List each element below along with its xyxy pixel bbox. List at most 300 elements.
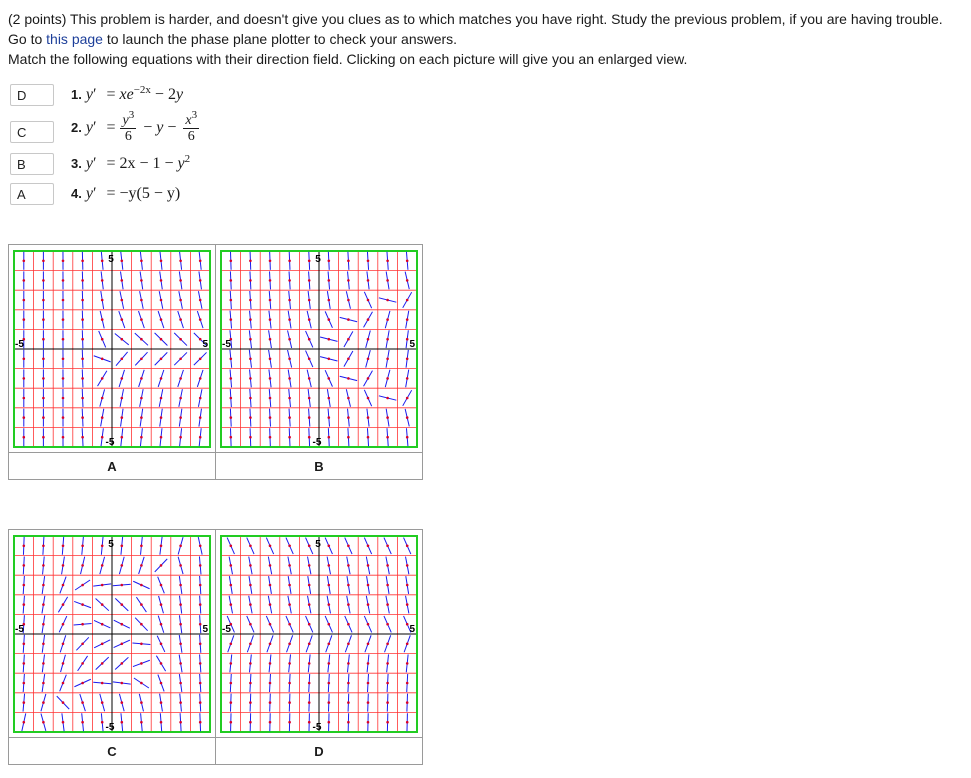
slope-point [23, 377, 26, 380]
axis-label-bottom: -5 [105, 721, 115, 733]
slope-point [249, 603, 252, 606]
slope-point [42, 357, 45, 360]
slope-point [269, 259, 272, 262]
slope-point [160, 377, 163, 380]
slope-point [386, 662, 389, 665]
slope-point [347, 298, 350, 301]
slope-point [81, 662, 84, 665]
eq-prime: ′ [92, 86, 97, 103]
slope-point [249, 337, 252, 340]
direction-field-d[interactable] [218, 533, 420, 735]
slope-point [386, 583, 389, 586]
slope-point [367, 357, 370, 360]
eq-var: y [85, 185, 93, 202]
slope-point [347, 279, 350, 282]
slope-point [62, 642, 65, 645]
slope-point [101, 416, 104, 419]
field-label-b: B [216, 453, 423, 480]
problem-statement [8, 9, 966, 69]
slope-point [288, 279, 291, 282]
slope-point [199, 603, 202, 606]
slope-point [140, 318, 143, 321]
slope-point [230, 279, 233, 282]
slope-point [269, 435, 272, 438]
slope-point [269, 396, 272, 399]
slope-point [367, 279, 370, 282]
axis-label-right: 5 [409, 623, 415, 635]
slope-point [42, 435, 45, 438]
eq-var: y [85, 119, 93, 137]
slope-point [308, 720, 311, 723]
slope-point [386, 377, 389, 380]
slope-point [140, 377, 143, 380]
slope-point [62, 259, 65, 262]
slope-point [42, 720, 45, 723]
slope-point [81, 357, 84, 360]
axis-label-bottom: -5 [105, 436, 115, 448]
answer-input-3[interactable] [10, 153, 54, 175]
slope-point [347, 622, 350, 625]
slope-point [269, 642, 272, 645]
field-cell-b[interactable] [216, 245, 423, 453]
eq2-minus-1: − [139, 119, 157, 137]
slope-point [328, 662, 331, 665]
slope-point [386, 416, 389, 419]
slope-point [160, 720, 163, 723]
slope-point [328, 279, 331, 282]
slope-point [101, 396, 104, 399]
slope-point [81, 416, 84, 419]
slope-point [101, 357, 104, 360]
slope-point [199, 416, 202, 419]
slope-point [62, 435, 65, 438]
slope-point [160, 701, 163, 704]
direction-field-table-top [8, 244, 423, 480]
slope-point [230, 318, 233, 321]
axis-label-top: 5 [108, 538, 114, 550]
slope-point [249, 377, 252, 380]
slope-point [249, 622, 252, 625]
axis-label-right: 5 [202, 623, 208, 635]
slope-point [121, 544, 124, 547]
slope-point [62, 279, 65, 282]
slope-point [367, 622, 370, 625]
slope-point [308, 337, 311, 340]
slope-point [347, 681, 350, 684]
eq-equals: = [106, 185, 116, 202]
slope-point [269, 583, 272, 586]
field-cell-a[interactable] [9, 245, 216, 453]
slope-point [121, 435, 124, 438]
slope-point [179, 622, 182, 625]
slope-point [101, 662, 104, 665]
eq2-y: y [156, 119, 164, 137]
slope-point [23, 681, 26, 684]
slope-point [308, 544, 311, 547]
slope-point [179, 662, 182, 665]
slope-point [179, 259, 182, 262]
slope-point [347, 435, 350, 438]
slope-point [249, 564, 252, 567]
slope-point [230, 396, 233, 399]
slope-point [121, 720, 124, 723]
slope-point [179, 298, 182, 301]
slope-point [42, 377, 45, 380]
slope-point [269, 416, 272, 419]
eq-prime: ′ [92, 119, 97, 137]
slope-point [406, 377, 409, 380]
slope-point [230, 583, 233, 586]
slope-point [121, 337, 124, 340]
slope-point [386, 681, 389, 684]
slope-point [23, 416, 26, 419]
direction-field-c[interactable] [11, 533, 213, 735]
slope-point [160, 662, 163, 665]
slope-point [199, 377, 202, 380]
slope-point [308, 681, 311, 684]
slope-point [179, 416, 182, 419]
axis-label-bottom: -5 [312, 436, 322, 448]
slope-point [347, 318, 350, 321]
slope-point [288, 377, 291, 380]
eq3-y: y [177, 155, 185, 172]
eq-equals: = [106, 155, 116, 172]
slope-point [308, 662, 311, 665]
slope-point [406, 642, 409, 645]
slope-point [249, 416, 252, 419]
slope-point [367, 662, 370, 665]
slope-point [42, 583, 45, 586]
slope-point [199, 701, 202, 704]
slope-point [328, 622, 331, 625]
slope-point [406, 662, 409, 665]
slope-point [160, 544, 163, 547]
slope-point [101, 701, 104, 704]
field-cell-c[interactable] [9, 530, 216, 738]
slope-point [42, 662, 45, 665]
slope-point [160, 583, 163, 586]
slope-point [269, 701, 272, 704]
eq-var: y [85, 86, 93, 103]
slope-point [62, 564, 65, 567]
slope-point [269, 603, 272, 606]
slope-point [288, 357, 291, 360]
slope-point [199, 318, 202, 321]
axis-label-left: -5 [15, 338, 24, 350]
eq1-exponent: −2x [133, 84, 151, 96]
slope-point [42, 279, 45, 282]
slope-point [230, 603, 233, 606]
slope-point [81, 642, 84, 645]
slope-point [160, 622, 163, 625]
slope-point [199, 662, 202, 665]
slope-point [328, 583, 331, 586]
slope-point [42, 544, 45, 547]
slope-point [23, 318, 26, 321]
slope-point [23, 701, 26, 704]
slope-point [347, 357, 350, 360]
slope-point [121, 279, 124, 282]
slope-point [81, 622, 84, 625]
slope-point [140, 544, 143, 547]
slope-point [81, 701, 84, 704]
slope-point [367, 720, 370, 723]
slope-point [199, 279, 202, 282]
slope-point [367, 544, 370, 547]
slope-point [367, 396, 370, 399]
slope-point [249, 357, 252, 360]
slope-point [81, 681, 84, 684]
equation-3 [71, 153, 190, 177]
slope-point [249, 701, 252, 704]
slope-point [42, 642, 45, 645]
slope-point [121, 298, 124, 301]
slope-point [406, 396, 409, 399]
slope-point [288, 701, 291, 704]
slope-point [406, 279, 409, 282]
slope-point [328, 318, 331, 321]
slope-point [42, 396, 45, 399]
slope-point [42, 318, 45, 321]
slope-point [230, 298, 233, 301]
slope-point [288, 583, 291, 586]
eq4-rest: −y(5 − y) [119, 185, 181, 202]
slope-point [367, 318, 370, 321]
slope-point [328, 396, 331, 399]
slope-point [199, 681, 202, 684]
slope-point [328, 681, 331, 684]
slope-point [328, 720, 331, 723]
slope-point [367, 583, 370, 586]
slope-point [406, 720, 409, 723]
slope-point [140, 337, 143, 340]
direction-field-a[interactable] [11, 248, 213, 450]
eq-var: y [85, 155, 93, 172]
slope-point [386, 720, 389, 723]
axis-label-left: -5 [15, 623, 24, 635]
eq2-minus-2: − [163, 119, 181, 137]
slope-point [179, 357, 182, 360]
slope-point [23, 298, 26, 301]
eq2-num1-exp: 3 [128, 109, 135, 121]
slope-point [249, 662, 252, 665]
slope-point [62, 583, 65, 586]
slope-point [62, 681, 65, 684]
slope-point [347, 662, 350, 665]
phase-plane-link[interactable]: this page [46, 31, 103, 47]
slope-point [386, 564, 389, 567]
slope-point [160, 416, 163, 419]
slope-point [249, 544, 252, 547]
slope-point [328, 564, 331, 567]
slope-point [288, 622, 291, 625]
equation-row-1 [10, 84, 610, 108]
eq1-e: e [126, 86, 134, 103]
eq-prime: ′ [92, 185, 97, 202]
slope-point [140, 279, 143, 282]
slope-point [81, 279, 84, 282]
slope-point [81, 259, 84, 262]
slope-point [230, 357, 233, 360]
slope-point [288, 259, 291, 262]
slope-point [23, 642, 26, 645]
slope-point [140, 435, 143, 438]
slope-point [160, 435, 163, 438]
slope-point [249, 318, 252, 321]
slope-point [121, 681, 124, 684]
slope-point [308, 603, 311, 606]
slope-point [347, 720, 350, 723]
slope-point [140, 564, 143, 567]
slope-point [23, 564, 26, 567]
slope-point [249, 583, 252, 586]
slope-point [81, 720, 84, 723]
slope-point [121, 377, 124, 380]
slope-point [199, 396, 202, 399]
equation-2 [71, 109, 202, 144]
slope-point [140, 416, 143, 419]
slope-point [230, 416, 233, 419]
slope-point [101, 544, 104, 547]
slope-point [308, 622, 311, 625]
slope-point [328, 603, 331, 606]
slope-point [288, 416, 291, 419]
slope-point [140, 622, 143, 625]
eq-prime: ′ [92, 155, 97, 172]
direction-field-b[interactable] [218, 248, 420, 450]
slope-point [101, 564, 104, 567]
slope-point [160, 681, 163, 684]
slope-point [386, 279, 389, 282]
slope-point [199, 720, 202, 723]
slope-point [269, 662, 272, 665]
slope-point [140, 642, 143, 645]
slope-point [199, 298, 202, 301]
slope-point [140, 259, 143, 262]
answer-input-1[interactable] [10, 84, 54, 106]
slope-point [62, 377, 65, 380]
answer-input-4[interactable] [10, 183, 54, 205]
slope-point [199, 583, 202, 586]
slope-point [308, 357, 311, 360]
slope-point [269, 377, 272, 380]
slope-point [140, 681, 143, 684]
slope-point [81, 564, 84, 567]
slope-point [101, 720, 104, 723]
slope-point [308, 435, 311, 438]
slope-point [406, 564, 409, 567]
slope-point [288, 396, 291, 399]
slope-point [328, 544, 331, 547]
slope-point [140, 583, 143, 586]
slope-point [328, 642, 331, 645]
slope-point [62, 298, 65, 301]
slope-point [101, 603, 104, 606]
slope-point [249, 720, 252, 723]
slope-point [269, 544, 272, 547]
slope-point [101, 337, 104, 340]
slope-point [406, 603, 409, 606]
slope-point [179, 337, 182, 340]
equation-number: 4. [71, 186, 82, 201]
slope-point [230, 377, 233, 380]
slope-point [101, 583, 104, 586]
slope-point [62, 416, 65, 419]
slope-point [230, 564, 233, 567]
slope-point [160, 298, 163, 301]
slope-point [179, 435, 182, 438]
slope-point [42, 701, 45, 704]
slope-point [347, 564, 350, 567]
slope-point [23, 603, 26, 606]
answer-input-2[interactable] [10, 121, 54, 143]
slope-point [308, 583, 311, 586]
slope-point [23, 720, 26, 723]
slope-point [406, 416, 409, 419]
slope-point [199, 435, 202, 438]
eq-equals: = [106, 86, 116, 103]
slope-point [367, 435, 370, 438]
slope-point [249, 396, 252, 399]
slope-point [386, 435, 389, 438]
slope-point [81, 377, 84, 380]
slope-point [288, 337, 291, 340]
slope-point [23, 662, 26, 665]
eq1-x: x [119, 86, 127, 103]
slope-point [160, 357, 163, 360]
slope-point [367, 681, 370, 684]
slope-point [406, 337, 409, 340]
slope-point [347, 603, 350, 606]
slope-point [160, 396, 163, 399]
slope-point [249, 681, 252, 684]
slope-point [386, 318, 389, 321]
equation-row-4 [10, 183, 610, 207]
slope-point [81, 583, 84, 586]
slope-point [62, 603, 65, 606]
slope-point [367, 564, 370, 567]
axis-label-top: 5 [315, 538, 321, 550]
slope-point [288, 435, 291, 438]
slope-point [249, 642, 252, 645]
slope-point [288, 662, 291, 665]
slope-point [288, 642, 291, 645]
field-label-d: D [216, 738, 423, 765]
problem-line-3: Match the following equations with their direction field. Clicking on each picture will give you an enlarged view. [8, 51, 688, 67]
equation-number: 1. [71, 87, 82, 102]
slope-point [42, 603, 45, 606]
slope-point [140, 357, 143, 360]
slope-point [406, 318, 409, 321]
slope-point [179, 396, 182, 399]
slope-point [386, 622, 389, 625]
slope-point [406, 435, 409, 438]
slope-point [386, 337, 389, 340]
slope-point [81, 435, 84, 438]
slope-point [199, 564, 202, 567]
slope-point [23, 544, 26, 547]
slope-point [386, 396, 389, 399]
field-label-a: A [9, 453, 216, 480]
eq2-den1: 6 [124, 129, 132, 144]
slope-point [121, 357, 124, 360]
field-cell-d[interactable] [216, 530, 423, 738]
problem-line-1: (2 points) This problem is harder, and doesn't give you clues as to which matches you have right. Study the previous problem, if you are having trouble. [8, 11, 943, 27]
eq2-num2: x [185, 113, 192, 128]
slope-point [160, 337, 163, 340]
slope-point [406, 259, 409, 262]
slope-point [121, 416, 124, 419]
